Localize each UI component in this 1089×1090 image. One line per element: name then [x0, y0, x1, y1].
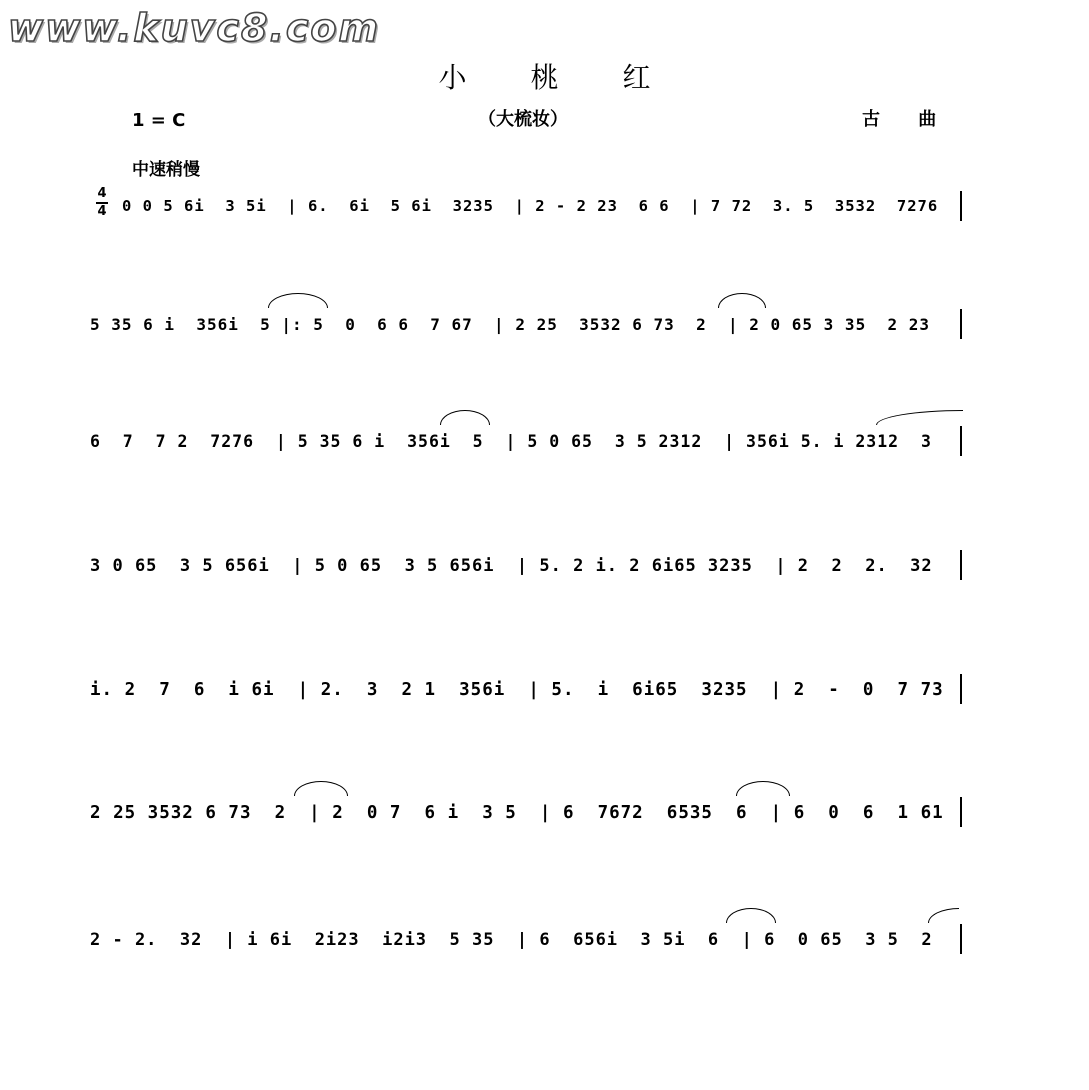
- notation-text: 6 7 7 2 7276 | 5 35 6 i 356i 5 | 5 0 65 3 5 2312 | 356i 5. i 2312 3: [90, 432, 932, 451]
- barline: [960, 797, 962, 827]
- barline: [960, 924, 962, 954]
- time-signature: [96, 187, 108, 219]
- notation-row-1: [122, 197, 970, 237]
- notation-row-3: [90, 432, 970, 472]
- notation-row-6: [90, 803, 970, 843]
- notation-text: i. 2 7 6 i 6i | 2. 3 2 1 356i | 5. i 6i65 3235 | 2 - 0 7 73: [90, 680, 944, 700]
- barline: [960, 309, 962, 339]
- notation-text: 5 35 6 i 356i 5 |: 5 0 6 6 7 67 | 2 25 3532 6 73 2 | 2 0 65 3 35 2 23: [90, 315, 930, 334]
- notation-text: 2 - 2. 32 | i 6i 2i23 i2i3 5 35 | 6 656i 3 5i 6 | 6 0 65 3 5 2: [90, 930, 933, 950]
- tie-arc: [718, 293, 766, 308]
- notation-row-7: [90, 930, 970, 970]
- notation-row-5: [90, 680, 970, 720]
- time-signature-top: 4: [97, 186, 107, 201]
- tie-arc: [726, 908, 776, 923]
- barline: [960, 191, 962, 221]
- notation-row-2: [90, 315, 970, 355]
- tie-arc: [294, 781, 348, 796]
- tie-arc: [876, 410, 963, 425]
- subtitle: （大梳妆）: [478, 109, 568, 130]
- tie-arc: [440, 410, 490, 425]
- notation-text: 3 0 65 3 5 656i | 5 0 65 3 5 656i | 5. 2 i. 2 6i65 3235 | 2 2 2. 32: [90, 556, 933, 576]
- tempo-marking: 中速稍慢: [132, 160, 200, 180]
- tie-arc: [928, 908, 959, 923]
- barline: [960, 426, 962, 456]
- key-signature: 1 = C: [132, 110, 186, 131]
- composer: 古 曲: [862, 109, 953, 130]
- tie-arc: [736, 781, 790, 796]
- barline: [960, 674, 962, 704]
- notation-text: 0 0 5 6i 3 5i | 6. 6i 5 6i 3235 | 2 - 2 23 6 6 | 7 72 3. 5 3532 7276: [122, 197, 939, 215]
- page-title: 小桃红: [438, 61, 715, 94]
- barline: [960, 550, 962, 580]
- notation-row-4: [90, 556, 970, 596]
- notation-text: 2 25 3532 6 73 2 | 2 0 7 6 i 3 5 | 6 7672 6535 6 | 6 0 6 1 61: [90, 803, 944, 823]
- watermark: www.kuvc8.com: [8, 6, 381, 50]
- time-signature-bottom: 4: [97, 203, 107, 219]
- tie-arc: [268, 293, 328, 308]
